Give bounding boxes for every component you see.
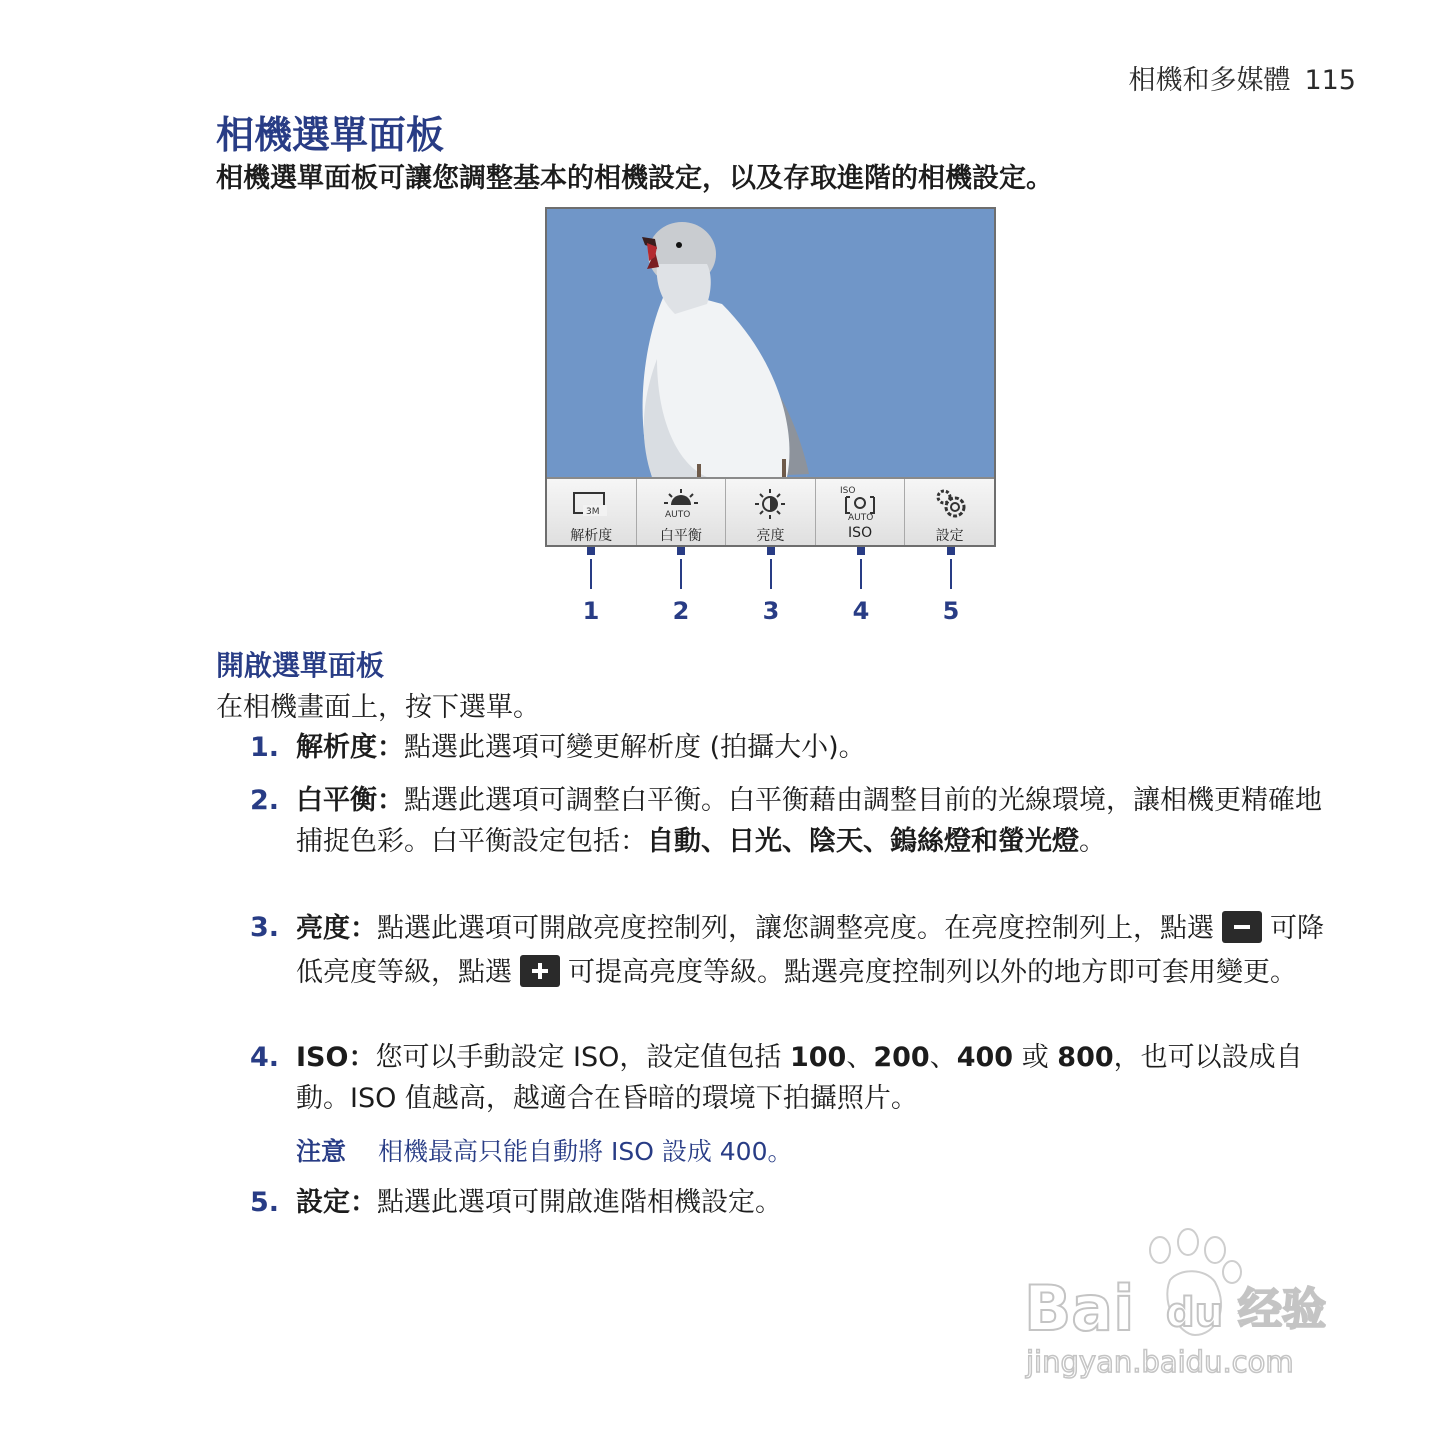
callout-2 <box>666 547 696 625</box>
camera-menu-bar <box>547 477 994 547</box>
menu-resolution-label: 解析度 <box>570 528 613 544</box>
menu-iso[interactable] <box>816 479 906 547</box>
seagull-photo <box>547 209 994 477</box>
callout-number: 1 <box>582 597 600 625</box>
list-item-number: 5. <box>250 1187 280 1218</box>
separator: 、 <box>929 1042 957 1073</box>
note <box>296 1132 793 1168</box>
brightness-icon <box>748 485 792 523</box>
list-item-number: 3. <box>250 912 280 943</box>
list-item-text-b: 可降低亮度等級，點選 <box>296 913 1324 988</box>
list-item-text: 點選此選項可開啟進階相機設定。 <box>377 1187 782 1218</box>
list-item-number: 1. <box>250 732 280 763</box>
page-number: 115 <box>1304 65 1356 96</box>
minus-icon <box>1222 911 1262 943</box>
menu-brightness[interactable] <box>726 479 816 547</box>
list-item-text-c: 可提高亮度等級。點選亮度控制列以外的地方即可套用變更。 <box>568 957 1297 988</box>
iso-icon-text: AUTO <box>848 513 874 523</box>
white-balance-icon-text: AUTO <box>664 510 691 520</box>
list-item-separator: ： <box>350 1187 377 1218</box>
section-title: 相機和多媒體 <box>1128 65 1291 96</box>
white-balance-icon <box>659 485 703 523</box>
separator: 、 <box>846 1042 874 1073</box>
iso-value: 100 <box>789 1042 847 1073</box>
menu-settings[interactable] <box>905 479 994 547</box>
iso-icon <box>838 485 882 523</box>
iso-value: 200 <box>873 1042 930 1073</box>
plus-icon <box>520 955 560 987</box>
list-item-text: 點選此選項可調整白平衡。白平衡藉由調整目前的光線環境，讓相機更精確地捕捉色彩。白平衡設定包括： <box>296 785 1322 857</box>
callout-3 <box>756 547 786 625</box>
separator: 或 <box>1013 1042 1058 1073</box>
watermark-url: jingyan.baidu.com <box>1026 1345 1294 1379</box>
list-item-text-b: ，也可以設成自動。ISO 值越高，越適合在昏暗的環境下拍攝照片。 <box>296 1042 1303 1114</box>
iso-icon-top-text: ISO <box>840 486 856 496</box>
iso-value: 800 <box>1057 1042 1114 1073</box>
menu-white-balance-label: 白平衡 <box>659 528 702 544</box>
callout-numbers <box>545 547 996 627</box>
list-item-text: 點選此選項可變更解析度 (拍攝大小)。 <box>404 732 866 763</box>
list-item-term: ISO <box>296 1042 349 1073</box>
callout-1 <box>576 547 606 625</box>
menu-settings-label: 設定 <box>935 528 964 544</box>
callout-4 <box>846 547 876 625</box>
list-item-number: 4. <box>250 1042 280 1073</box>
callout-5 <box>936 547 966 625</box>
page-title: 相機選單面板 <box>216 113 445 157</box>
menu-brightness-label: 亮度 <box>756 528 785 544</box>
list-item-text-end: 。 <box>1079 826 1106 857</box>
note-label: 注意 <box>296 1137 347 1166</box>
list-item-number: 2. <box>250 785 280 816</box>
menu-resolution[interactable] <box>547 479 637 547</box>
resolution-icon <box>569 485 613 523</box>
callout-number: 4 <box>852 597 870 625</box>
list-item-text-a: 您可以手動設定 ISO，設定值包括 <box>375 1042 790 1073</box>
watermark-brand2: du <box>1166 1290 1224 1336</box>
intro-text: 相機選單面板可讓您調整基本的相機設定，以及存取進階的相機設定。 <box>216 163 1053 194</box>
list-item-separator: ： <box>350 913 377 944</box>
list-item-term: 設定 <box>296 1187 350 1218</box>
watermark-brand: Bai <box>1024 1272 1135 1345</box>
note-text: 相機最高只能自動將 ISO 設成 400。 <box>378 1137 793 1166</box>
list-item-term: 亮度 <box>296 913 350 944</box>
iso-value: 400 <box>956 1042 1014 1073</box>
list-item-term: 解析度 <box>296 732 377 763</box>
callout-number: 5 <box>942 597 960 625</box>
open-panel-title: 開啟選單面板 <box>216 649 385 682</box>
watermark-suffix: 经验 <box>1238 1284 1326 1335</box>
list-item-text-a: 點選此選項可開啟亮度控制列，讓您調整亮度。在亮度控制列上，點選 <box>377 913 1214 944</box>
menu-iso-label: ISO <box>848 525 873 541</box>
list-item-text-bold: 自動、日光、陰天、鎢絲燈和螢光燈 <box>647 826 1079 857</box>
list-item-separator: ： <box>348 1042 376 1073</box>
callout-number: 2 <box>672 597 690 625</box>
menu-white-balance[interactable] <box>637 479 727 547</box>
settings-icon <box>928 485 972 523</box>
resolution-icon-text: 3M <box>586 507 600 517</box>
page-header <box>1128 58 1356 97</box>
list-item-separator: ： <box>377 785 404 816</box>
callout-number: 3 <box>762 597 780 625</box>
list-item-term: 白平衡 <box>296 785 377 816</box>
open-panel-text: 在相機畫面上，按下選單。 <box>216 692 540 723</box>
list-item-separator: ： <box>377 732 404 763</box>
seagull-illustration <box>547 209 994 477</box>
camera-screenshot <box>545 207 996 547</box>
baidu-watermark <box>1010 1220 1370 1390</box>
